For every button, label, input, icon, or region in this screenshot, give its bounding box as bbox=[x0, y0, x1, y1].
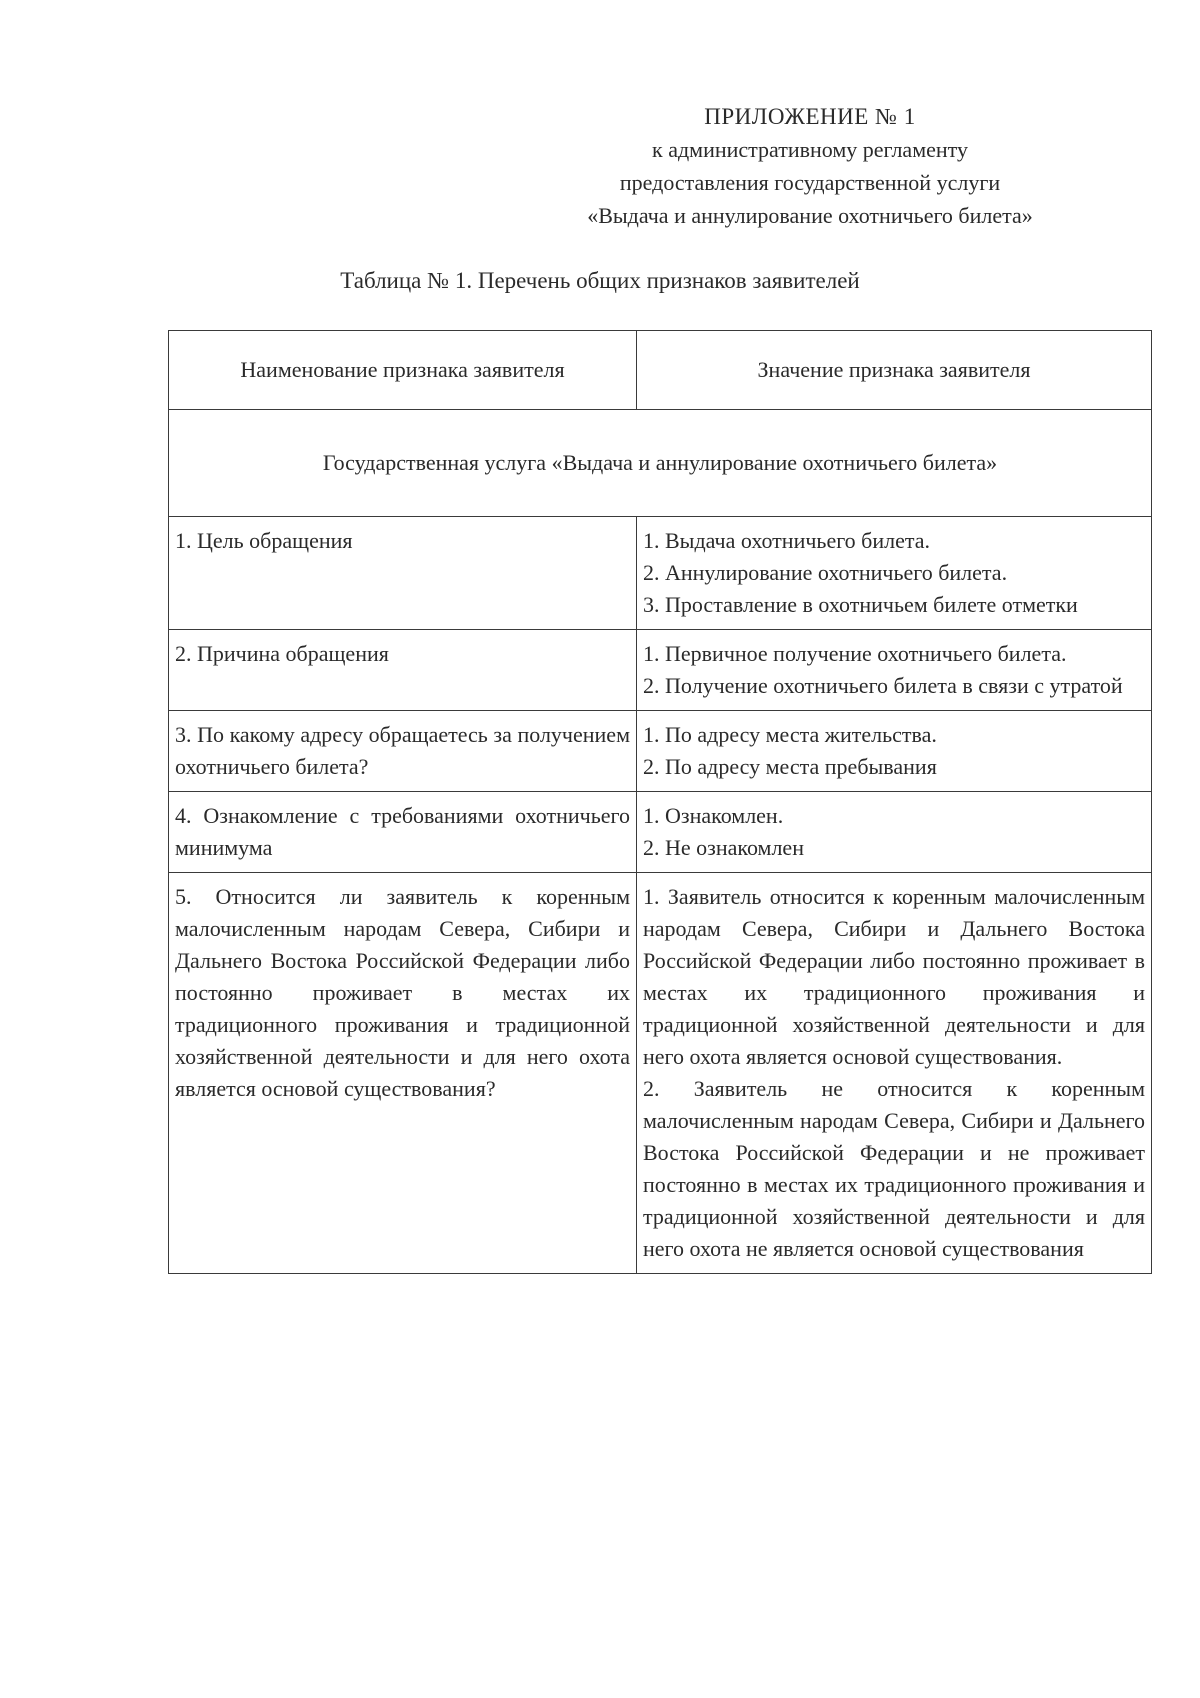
table-caption: Таблица № 1. Перечень общих признаков заявителей bbox=[340, 268, 860, 293]
table-row bbox=[169, 517, 1152, 630]
appendix-title: ПРИЛОЖЕНИЕ № 1 bbox=[704, 104, 916, 129]
applicant-criteria-table bbox=[168, 330, 1152, 1274]
table-row bbox=[169, 630, 1152, 711]
criterion-value: 1. По адресу места жительства. bbox=[643, 722, 937, 747]
criterion-name: 2. Причина обращения bbox=[169, 630, 637, 711]
criterion-values bbox=[637, 517, 1152, 630]
criterion-value: 2. По адресу места пребывания bbox=[643, 754, 937, 779]
table-row bbox=[169, 792, 1152, 873]
criterion-value: 2. Получение охотничьего билета в связи с утратой bbox=[643, 673, 1123, 698]
criterion-values bbox=[637, 873, 1152, 1274]
appendix-subtitle-line-3: «Выдача и аннулирование охотничьего билета» bbox=[587, 203, 1033, 228]
criterion-values bbox=[637, 792, 1152, 873]
column-header-value: Значение признака заявителя bbox=[637, 331, 1152, 410]
criterion-value: 1. Заявитель относится к коренным малочисленным народам Севера, Сибири и Дальнего Востока Российской Федерации либо постоянно проживает в местах их традиционного проживания и традиционной хозяйственной деятельности и для него охота является основой существования. bbox=[643, 884, 1145, 1069]
criterion-name: 1. Цель обращения bbox=[169, 517, 637, 630]
criterion-value: 2. Аннулирование охотничьего билета. bbox=[643, 560, 1008, 585]
table-group-row bbox=[169, 410, 1152, 517]
criterion-values bbox=[637, 630, 1152, 711]
criterion-value: 2. Не ознакомлен bbox=[643, 835, 804, 860]
column-header-name: Наименование признака заявителя bbox=[169, 331, 637, 410]
criterion-value: 2. Заявитель не относится к коренным малочисленным народам Севера, Сибири и Дальнего Востока Российской Федерации и не проживает постоянно в местах их традиционного проживания и традиционной хозяйственной деятельности и для него охота не является основой существования bbox=[643, 1076, 1145, 1261]
criterion-name: 3. По какому адресу обращаетесь за получением охотничьего билета? bbox=[169, 711, 637, 792]
criterion-value: 3. Проставление в охотничьем билете отметки bbox=[643, 592, 1078, 617]
criterion-values bbox=[637, 711, 1152, 792]
criterion-value: 1. Ознакомлен. bbox=[643, 803, 784, 828]
table-header-row bbox=[169, 331, 1152, 410]
appendix-subtitle-line-2: предоставления государственной услуги bbox=[619, 170, 1001, 195]
service-group-title: Государственная услуга «Выдача и аннулирование охотничьего билета» bbox=[169, 410, 1152, 517]
criterion-value: 1. Выдача охотничьего билета. bbox=[643, 528, 931, 553]
appendix-header bbox=[490, 100, 1130, 232]
criterion-name: 5. Относится ли заявитель к коренным малочисленным народам Севера, Сибири и Дальнего Востока Российской Федерации либо постоянно проживает в местах их традиционного проживания и традиционной хозяйственной деятельности и для него охота является основой существования? bbox=[169, 873, 637, 1274]
appendix-subtitle-line-1: к административному регламенту bbox=[652, 137, 968, 162]
criterion-name: 4. Ознакомление с требованиями охотничьего минимума bbox=[169, 792, 637, 873]
table-row bbox=[169, 873, 1152, 1274]
criterion-value: 1. Первичное получение охотничьего билета. bbox=[643, 641, 1067, 666]
table-row bbox=[169, 711, 1152, 792]
